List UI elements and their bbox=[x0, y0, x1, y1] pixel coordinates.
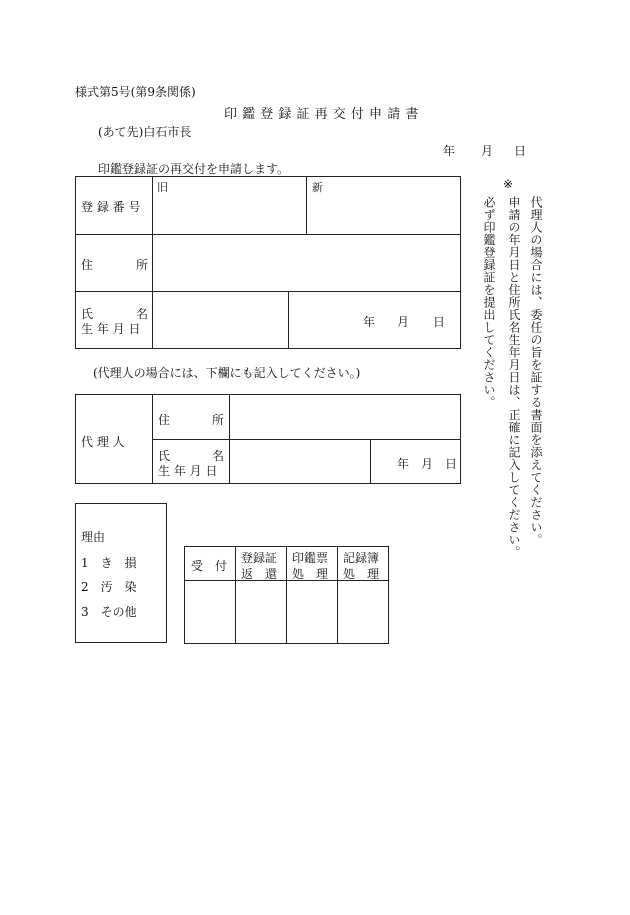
name-label-2: 名 bbox=[136, 307, 149, 321]
date-day-label: 日 bbox=[514, 144, 527, 158]
date-year-label: 年 bbox=[443, 144, 456, 158]
addressee: (あて先)白石市長 bbox=[98, 125, 192, 139]
reason-item: 1 き 損 bbox=[81, 556, 137, 570]
side-note-line-1: 代理人の場合には、委任の旨を証する書面を添えてください。 bbox=[529, 196, 543, 546]
side-note-line-2: 申請の年月日と住所氏名生年月日は、正確に記入してください。 bbox=[507, 196, 521, 559]
office-header-reception: 受 付 bbox=[191, 559, 228, 573]
old-label: 旧 bbox=[157, 181, 168, 194]
birth-year-label: 年 bbox=[363, 315, 376, 329]
reason-box bbox=[75, 503, 167, 643]
agent-birth-label: 生 年 月 日 bbox=[158, 464, 218, 478]
office-header-seal-2: 処 理 bbox=[292, 567, 329, 581]
page-title: 印 鑑 登 録 証 再 交 付 申 請 書 bbox=[224, 107, 419, 122]
agent-birth-day-label: 日 bbox=[445, 457, 458, 471]
office-header-record-2: 処 理 bbox=[343, 567, 380, 581]
form-number: 様式第5号(第9条関係) bbox=[75, 85, 196, 99]
intro-text: 印鑑登録証の再交付を申請します。 bbox=[98, 162, 290, 176]
reg-number-label: 登 録 番 号 bbox=[81, 200, 141, 214]
birth-day-label: 日 bbox=[433, 315, 446, 329]
agent-address-label-1: 住 bbox=[158, 413, 171, 427]
reason-item: 3 その他 bbox=[81, 605, 137, 619]
office-header-seal-1: 印鑑票 bbox=[292, 551, 329, 565]
agent-name-label-1: 氏 bbox=[158, 449, 171, 463]
office-header-cert-2: 返 還 bbox=[241, 567, 278, 581]
agent-note: (代理人の場合には、下欄にも記入してください。) bbox=[93, 366, 361, 380]
birth-label: 生 年 月 日 bbox=[81, 322, 141, 336]
address-label-1: 住 bbox=[81, 258, 94, 272]
agent-label: 代 理 人 bbox=[81, 435, 125, 449]
office-header-cert-1: 登録証 bbox=[241, 551, 278, 565]
agent-name-label-2: 名 bbox=[212, 449, 225, 463]
date-month-label: 月 bbox=[481, 144, 494, 158]
reason-title: 理由 bbox=[81, 530, 106, 544]
reason-item: 2 汚 染 bbox=[81, 580, 137, 594]
agent-address-label-2: 所 bbox=[212, 413, 225, 427]
name-label-1: 氏 bbox=[81, 307, 94, 321]
office-header-record-1: 記録簿 bbox=[343, 551, 380, 565]
birth-month-label: 月 bbox=[397, 315, 410, 329]
note-mark: ※ bbox=[503, 177, 514, 191]
side-note-line-3: 必ず印鑑登録証を提出してください。 bbox=[482, 196, 496, 409]
agent-birth-month-label: 月 bbox=[421, 457, 434, 471]
agent-birth-year-label: 年 bbox=[397, 457, 410, 471]
address-label-2: 所 bbox=[136, 258, 149, 272]
new-label: 新 bbox=[312, 181, 323, 194]
